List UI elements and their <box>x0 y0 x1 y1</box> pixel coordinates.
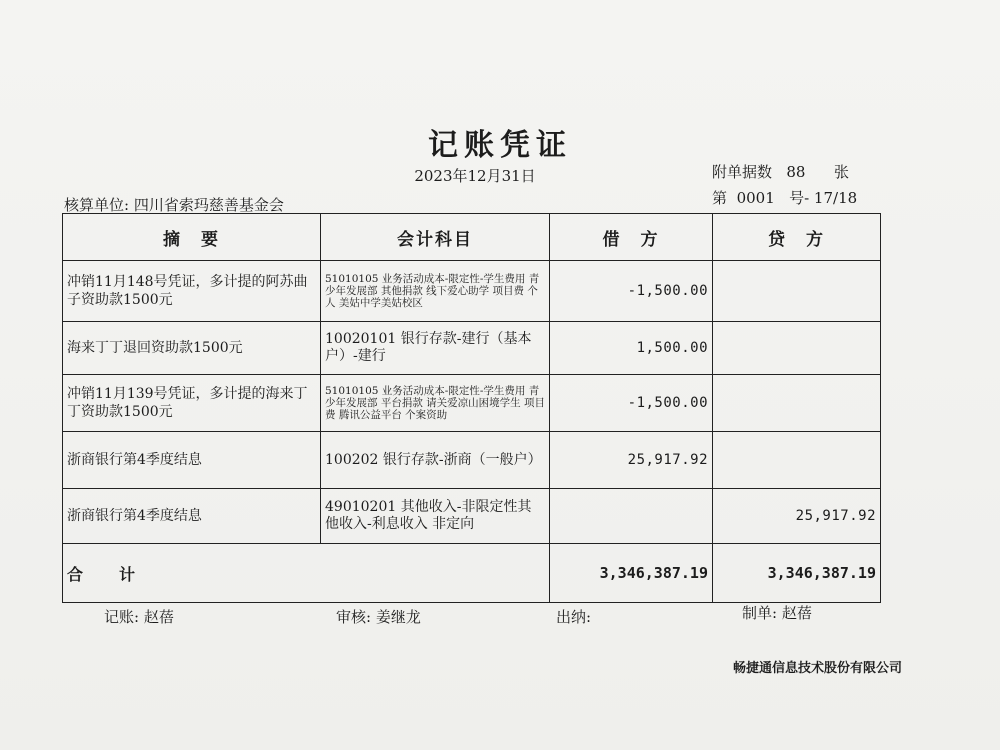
entry-credit <box>713 432 881 489</box>
accounting-unit <box>64 194 284 215</box>
table-row <box>63 489 881 544</box>
table-row <box>63 322 881 375</box>
voucher-number <box>712 187 857 208</box>
table-row <box>63 432 881 489</box>
table-row <box>63 375 881 432</box>
attachment-label: 附单据数 <box>712 163 773 181</box>
preparer-name: 赵蓓 <box>781 604 812 622</box>
entry-debit <box>550 489 713 544</box>
preparer-label: 制单: <box>742 604 778 622</box>
table-row <box>63 261 881 322</box>
total-debit: 3,346,387.19 <box>550 544 713 603</box>
entry-account: 10020101 银行存款-建行（基本户）-建行 <box>321 322 550 375</box>
entry-account: 51010105 业务活动成本-限定性-学生费用 青少年发展部 平台捐款 请关爱凉山困境学生 项目费 腾讯公益平台 个案资助 <box>321 375 550 432</box>
entry-summary: 海来丁丁退回资助款1500元 <box>63 322 321 375</box>
entry-summary: 冲销11月139号凭证，多计提的海来丁丁资助款1500元 <box>63 375 321 432</box>
accounting-unit-value: 四川省索玛慈善基金会 <box>133 196 284 214</box>
bookkeeper-label: 记账: <box>104 608 140 626</box>
total-row <box>63 544 881 603</box>
header-account: 会计科目 <box>321 214 550 261</box>
entry-credit <box>713 261 881 322</box>
header-credit: 贷 方 <box>713 214 881 261</box>
software-company: 畅捷通信息技术股份有限公司 <box>733 661 903 676</box>
preparer-signature <box>742 602 812 623</box>
bookkeeper-name: 赵蓓 <box>143 608 174 626</box>
entry-account: 49010201 其他收入-非限定性其他收入-利息收入 非定向 <box>321 489 550 544</box>
cashier-signature <box>556 606 591 627</box>
voucher-number-sequence: 17/18 <box>813 189 858 207</box>
attachment-unit: 张 <box>834 163 850 181</box>
total-blank <box>321 544 550 603</box>
reviewer-label: 审核: <box>336 608 372 626</box>
entry-debit: 25,917.92 <box>550 432 713 489</box>
entry-account: 51010105 业务活动成本-限定性-学生费用 青少年发展部 其他捐款 线下爱心助学 项目费 个人 美姑中学美姑校区 <box>321 261 550 322</box>
entry-account: 100202 银行存款-浙商（一般户） <box>321 432 550 489</box>
voucher-title: 记账凭证 <box>428 128 572 163</box>
bookkeeper-signature <box>104 606 174 627</box>
entry-credit <box>713 375 881 432</box>
voucher-table <box>62 213 881 603</box>
voucher-number-value: 0001 <box>736 189 775 207</box>
attachment-count <box>712 161 849 182</box>
table-header-row <box>63 214 881 261</box>
total-credit: 3,346,387.19 <box>713 544 881 603</box>
entry-summary: 浙商银行第4季度结息 <box>63 489 321 544</box>
header-debit: 借 方 <box>550 214 713 261</box>
cashier-label: 出纳: <box>556 608 592 626</box>
entry-credit: 25,917.92 <box>713 489 881 544</box>
total-label: 合 计 <box>63 544 321 603</box>
reviewer-signature <box>336 606 421 627</box>
reviewer-name: 姜继龙 <box>375 608 421 626</box>
entry-debit: -1,500.00 <box>550 375 713 432</box>
voucher-number-suffix: 号- <box>789 189 810 207</box>
accounting-unit-label: 核算单位: <box>64 196 130 214</box>
header-summary: 摘 要 <box>63 214 321 261</box>
entry-summary: 浙商银行第4季度结息 <box>63 432 321 489</box>
entry-summary: 冲销11月148号凭证，多计提的阿苏曲子资助款1500元 <box>63 261 321 322</box>
entry-debit: -1,500.00 <box>550 261 713 322</box>
voucher-date: 2023年12月31日 <box>414 167 536 185</box>
voucher-number-prefix: 第 <box>712 189 728 207</box>
entry-debit: 1,500.00 <box>550 322 713 375</box>
entry-credit <box>713 322 881 375</box>
attachment-number: 88 <box>786 163 806 181</box>
